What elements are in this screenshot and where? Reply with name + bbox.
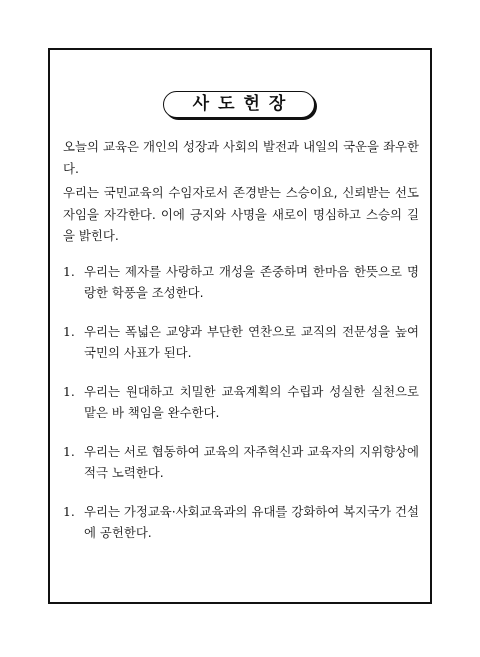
- pledge-number: 1.: [63, 323, 75, 339]
- pledge-item: [63, 441, 419, 484]
- intro-paragraph: 오늘의 교육은 개인의 성장과 사회의 발전과 내일의 국운을 좌우한다.: [63, 139, 419, 176]
- pledge-number: 1.: [63, 503, 75, 519]
- pledge-text: 우리는 제자를 사랑하고 개성을 존중하며 한마음 한뜻으로 명랑한 학풍을 조성한다.: [84, 263, 419, 300]
- title-banner: [163, 91, 315, 118]
- pledge-item: [63, 381, 419, 424]
- pledge-number: 1.: [63, 443, 75, 459]
- pledge-item: [63, 261, 419, 304]
- document-title: 사도헌장: [192, 94, 295, 114]
- intro-paragraph: 우리는 국민교육의 수임자로서 존경받는 스승이요, 신뢰받는 선도자임을 자각한다. 이에 긍지와 사명을 새로이 명심하고 스승의 길을 밝힌다.: [63, 185, 419, 243]
- pledge-text: 우리는 가정교육·사회교육과의 유대를 강화하여 복지국가 건설에 공헌한다.: [84, 503, 419, 540]
- charter-body: [63, 136, 419, 561]
- pledge-text: 우리는 서로 협동하여 교육의 자주혁신과 교육자의 지위향상에 적극 노력한다.: [84, 443, 419, 480]
- pledge-list: [63, 261, 419, 544]
- charter-frame: [48, 48, 432, 604]
- pledge-item: [63, 321, 419, 364]
- pledge-number: 1.: [63, 263, 75, 279]
- pledge-text: 우리는 폭넓은 교양과 부단한 연찬으로 교직의 전문성을 높여 국민의 사표가 된다.: [84, 323, 419, 360]
- pledge-item: [63, 501, 419, 544]
- pledge-text: 우리는 원대하고 치밀한 교육계획의 수립과 성실한 실천으로 맡은 바 책임을 완수한다.: [84, 383, 419, 420]
- pledge-number: 1.: [63, 383, 75, 399]
